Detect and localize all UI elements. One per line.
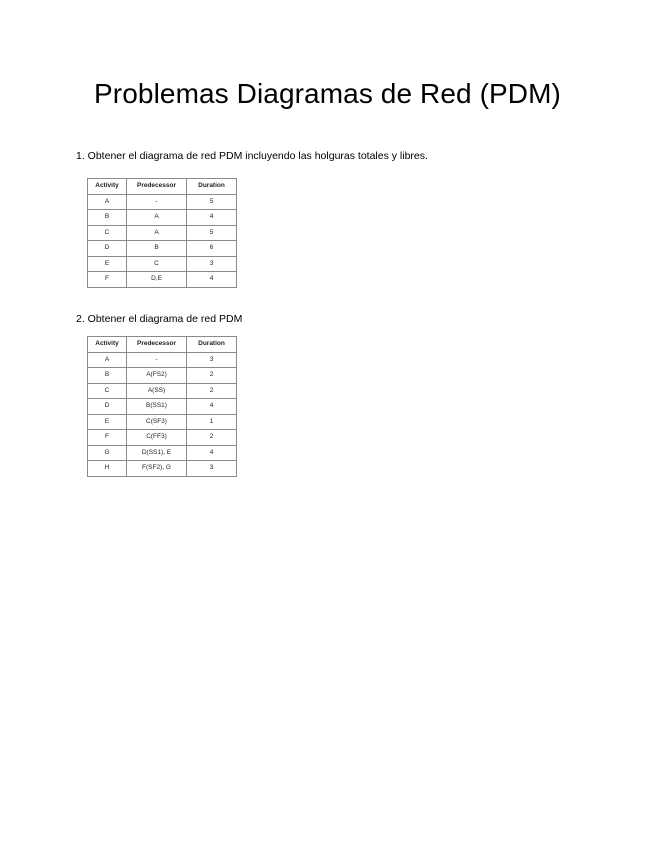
activity-table-2	[87, 336, 237, 477]
cell-duration: 4	[187, 399, 237, 415]
cell-activity: A	[88, 352, 127, 368]
table-row	[88, 368, 237, 384]
header-predecessor: Predecessor	[127, 179, 187, 195]
cell-duration: 6	[187, 241, 237, 257]
header-activity: Activity	[88, 179, 127, 195]
cell-activity: F	[88, 272, 127, 288]
cell-duration: 1	[187, 414, 237, 430]
cell-predecessor: C	[127, 256, 187, 272]
header-activity: Activity	[88, 337, 127, 353]
cell-activity: G	[88, 445, 127, 461]
problem-2-statement: 2. Obtener el diagrama de red PDM	[76, 313, 243, 325]
cell-predecessor: B	[127, 241, 187, 257]
header-duration: Duration	[187, 337, 237, 353]
cell-predecessor: C(SF3)	[127, 414, 187, 430]
cell-predecessor: -	[127, 194, 187, 210]
cell-activity: C	[88, 225, 127, 241]
table-row	[88, 194, 237, 210]
cell-predecessor: A(SS)	[127, 383, 187, 399]
table-row	[88, 272, 237, 288]
cell-activity: E	[88, 256, 127, 272]
cell-duration: 4	[187, 445, 237, 461]
cell-predecessor: A	[127, 210, 187, 226]
cell-activity: B	[88, 210, 127, 226]
cell-duration: 3	[187, 352, 237, 368]
cell-predecessor: D(SS1), E	[127, 445, 187, 461]
cell-activity: E	[88, 414, 127, 430]
header-duration: Duration	[187, 179, 237, 195]
table-row	[88, 383, 237, 399]
table-row	[88, 445, 237, 461]
table-row	[88, 210, 237, 226]
table-row	[88, 241, 237, 257]
problem-1-statement: 1. Obtener el diagrama de red PDM incluyendo las holguras totales y libres.	[76, 150, 428, 162]
cell-predecessor: A(FS2)	[127, 368, 187, 384]
table-row	[88, 256, 237, 272]
cell-activity: H	[88, 461, 127, 477]
table-row	[88, 461, 237, 477]
cell-activity: B	[88, 368, 127, 384]
cell-duration: 5	[187, 225, 237, 241]
table-row	[88, 352, 237, 368]
table-row	[88, 414, 237, 430]
cell-duration: 5	[187, 194, 237, 210]
cell-predecessor: -	[127, 352, 187, 368]
cell-predecessor: B(SS1)	[127, 399, 187, 415]
table-header-row	[88, 337, 237, 353]
cell-activity: D	[88, 241, 127, 257]
cell-duration: 2	[187, 430, 237, 446]
cell-activity: A	[88, 194, 127, 210]
cell-predecessor: C(FF3)	[127, 430, 187, 446]
cell-duration: 3	[187, 256, 237, 272]
header-predecessor: Predecessor	[127, 337, 187, 353]
table-row	[88, 430, 237, 446]
cell-activity: D	[88, 399, 127, 415]
cell-predecessor: F(SF2), G	[127, 461, 187, 477]
table-header-row	[88, 179, 237, 195]
cell-duration: 4	[187, 210, 237, 226]
cell-duration: 3	[187, 461, 237, 477]
cell-predecessor: D,E	[127, 272, 187, 288]
page-title: Problemas Diagramas de Red (PDM)	[94, 78, 561, 109]
table-row	[88, 225, 237, 241]
activity-table-1	[87, 178, 237, 288]
cell-activity: F	[88, 430, 127, 446]
table-row	[88, 399, 237, 415]
cell-duration: 4	[187, 272, 237, 288]
cell-duration: 2	[187, 368, 237, 384]
cell-duration: 2	[187, 383, 237, 399]
cell-activity: C	[88, 383, 127, 399]
cell-predecessor: A	[127, 225, 187, 241]
